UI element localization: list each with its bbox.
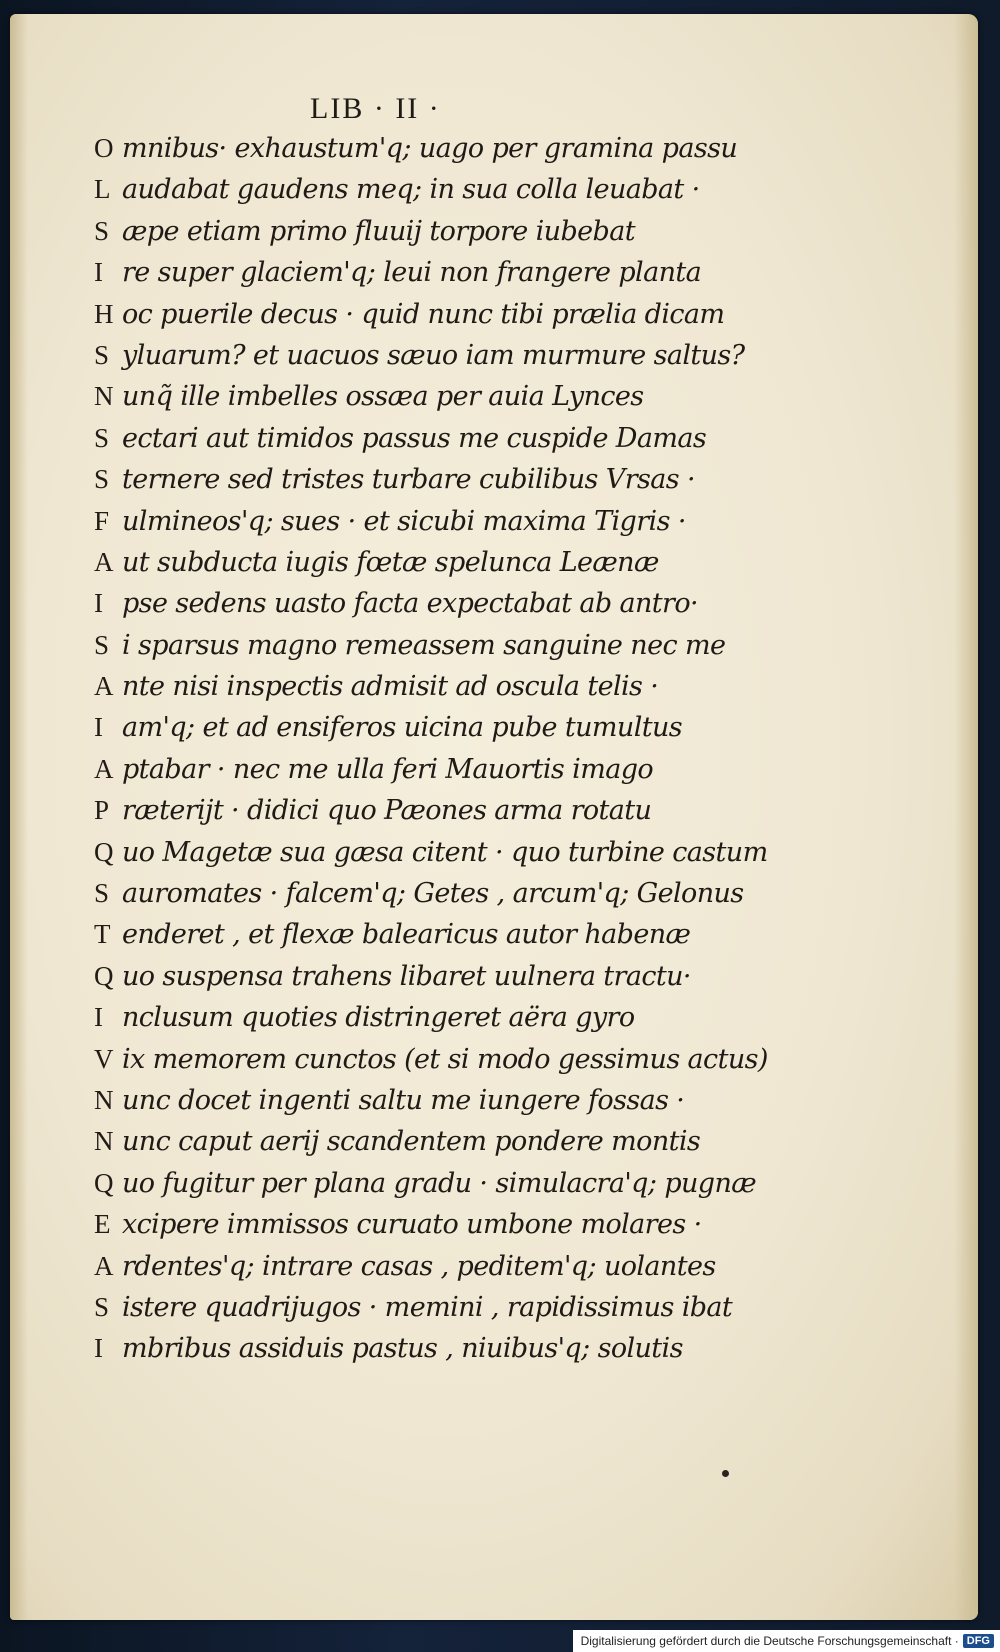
verse-text: rdentes'q; intrare casas , peditem'q; uolantes: [122, 1250, 716, 1282]
verse-initial: I: [94, 257, 103, 288]
verse-text: ectari aut timidos passus me cuspide Damas: [122, 422, 707, 454]
verse-initial: A: [94, 753, 114, 784]
verse-line: [82, 1039, 822, 1080]
verse-line: [82, 294, 822, 335]
verse-text: audabat gaudens meq; in sua colla leuabat ·: [122, 174, 700, 206]
verse-text: am'q; et ad ensiferos uicina pube tumultus: [122, 712, 683, 744]
verse-initial: I: [94, 712, 103, 743]
verse-text: enderet , et flexæ balearicus autor habenæ: [122, 919, 691, 951]
verse-line: [82, 707, 822, 748]
verse-initial: S: [94, 464, 110, 495]
verse-line: [82, 169, 822, 210]
verse-line: [82, 583, 822, 624]
verse-text: mbribus assiduis pastus , niuibus'q; solutis: [122, 1333, 683, 1365]
verse-text: uo fugitur per plana gradu · simulacra'q; pugnæ: [122, 1167, 757, 1199]
verse-initial: T: [94, 919, 111, 950]
verse-line: [82, 625, 822, 666]
verse-text: unq̃ ille imbelles ossæa per auia Lynces: [122, 381, 644, 413]
verse-text: xcipere immissos curuato umbone molares ·: [122, 1209, 702, 1241]
verse-text: ut subducta iugis fœtæ spelunca Leænæ: [122, 546, 659, 578]
verse-line: [82, 1287, 822, 1328]
verse-initial: I: [94, 1002, 103, 1033]
verse-line: [82, 1328, 822, 1369]
verse-initial: L: [94, 174, 111, 205]
verse-text: nte nisi inspectis admisit ad oscula telis ·: [122, 671, 659, 703]
verse-line: [82, 1246, 822, 1287]
verse-text: yluarum? et uacuos sæuo iam murmure saltus?: [122, 339, 745, 371]
verse-initial: O: [94, 133, 114, 163]
verse-initial: Q: [94, 1167, 114, 1198]
verse-block: [82, 128, 822, 1370]
page-edge-left: [10, 14, 28, 1620]
verse-initial: V: [94, 1043, 114, 1074]
verse-initial: Q: [94, 836, 114, 867]
verse-initial: F: [94, 505, 110, 536]
verse-text: ulmineos'q; sues · et sicubi maxima Tigris ·: [122, 505, 686, 537]
verse-text: unc caput aerij scandentem pondere montis: [122, 1126, 701, 1158]
verse-initial: A: [94, 671, 114, 702]
verse-text: nclusum quoties distringeret aëra gyro: [122, 1002, 635, 1034]
verse-line: [82, 128, 822, 169]
footer-credit-text: Digitalisierung gefördert durch die Deutsche Forschungsgemeinschaft ·: [580, 1634, 959, 1648]
verse-line: [82, 376, 822, 417]
verse-text: æpe etiam primo fluuij torpore iubebat: [122, 215, 635, 247]
verse-initial: N: [94, 1126, 114, 1157]
verse-text: istere quadrijugos · memini , rapidissimus ibat: [122, 1291, 733, 1323]
verse-initial: A: [94, 1250, 114, 1281]
verse-initial: S: [94, 1291, 110, 1322]
verse-initial: H: [94, 298, 114, 329]
verse-text: ternere sed tristes turbare cubilibus Vrsas ·: [122, 464, 695, 496]
verse-line: [82, 335, 822, 376]
verse-text: pse sedens uasto facta expectabat ab antro·: [122, 588, 698, 620]
verse-line: [82, 1080, 822, 1121]
verse-text: ptabar · nec me ulla feri Mauortis imago: [122, 753, 654, 785]
verse-line: [82, 1163, 822, 1204]
verse-text: unc docet ingenti saltu me iungere fossas ·: [122, 1084, 685, 1116]
verse-initial: N: [94, 381, 114, 412]
verse-text: ræterijt · didici quo Pæones arma rotatu: [122, 795, 652, 827]
verse-line: [82, 914, 822, 955]
verse-initial: S: [94, 339, 110, 370]
verse-line: [82, 211, 822, 252]
verse-initial: Q: [94, 960, 114, 991]
verse-line: [82, 749, 822, 790]
verse-line: [82, 459, 822, 500]
verse-initial: P: [94, 795, 110, 826]
dfg-logo: DFG: [963, 1634, 994, 1648]
verse-initial: S: [94, 215, 110, 246]
verse-initial: I: [94, 588, 103, 619]
verse-line: [82, 790, 822, 831]
verse-line: [82, 956, 822, 997]
verse-line: [82, 542, 822, 583]
verse-text: oc puerile decus · quid nunc tibi prælia dicam: [122, 298, 725, 330]
verse-initial: S: [94, 422, 110, 453]
verse-initial: A: [94, 546, 114, 577]
verse-line: [82, 252, 822, 293]
verse-line: [82, 666, 822, 707]
verse-initial: E: [94, 1209, 111, 1240]
verse-text: mnibus· exhaustum'q; uago per gramina passu: [122, 133, 738, 164]
verse-initial: S: [94, 629, 110, 660]
digitization-footer: [573, 1630, 1000, 1652]
verse-line: [82, 873, 822, 914]
verse-line: [82, 1204, 822, 1245]
ink-dot-mark: [722, 1470, 729, 1477]
verse-line: [82, 418, 822, 459]
verse-text: uo Magetæ sua gæsa citent · quo turbine castum: [122, 836, 768, 868]
verse-line: [82, 1121, 822, 1162]
verse-initial: S: [94, 878, 110, 909]
running-head: LIB · II ·: [310, 92, 441, 125]
verse-initial: N: [94, 1084, 114, 1115]
verse-text: uo suspensa trahens libaret uulnera tractu·: [122, 960, 691, 992]
verse-text: re super glaciem'q; leui non frangere planta: [122, 257, 702, 289]
page-edge-right: [954, 14, 978, 1620]
verse-line: [82, 997, 822, 1038]
verse-line: [82, 832, 822, 873]
verse-initial: I: [94, 1333, 103, 1364]
verse-text: i sparsus magno remeassem sanguine nec me: [122, 629, 726, 661]
verse-text: ix memorem cunctos (et si modo gessimus actus): [122, 1043, 768, 1075]
verse-text: auromates · falcem'q; Getes , arcum'q; Gelonus: [122, 878, 744, 910]
verse-line: [82, 501, 822, 542]
